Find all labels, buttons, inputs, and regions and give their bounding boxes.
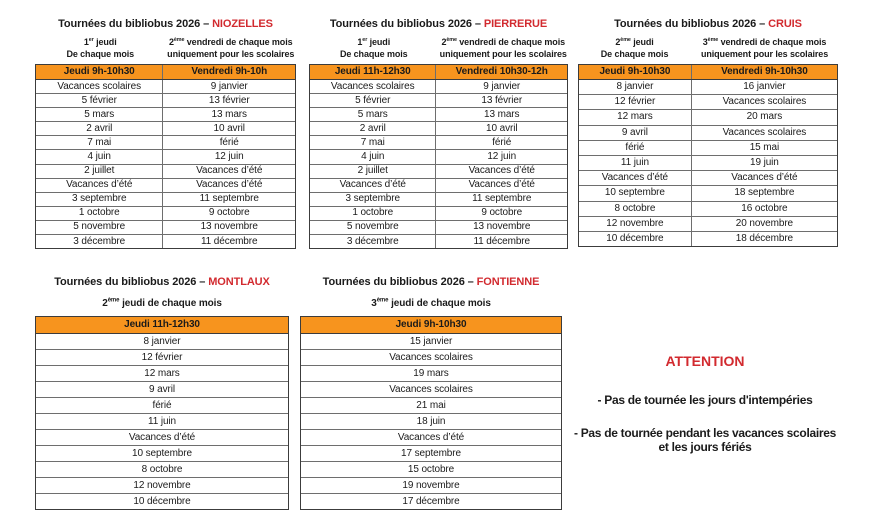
table-cell: Vacances scolaires <box>57 80 142 92</box>
table-row <box>579 231 837 246</box>
table-title-prefix: Tournées du bibliobus 2026 – <box>54 276 206 288</box>
table-cell: 9 octobre <box>435 207 567 220</box>
table-row <box>301 445 561 461</box>
attention-heading: ATTENTION <box>665 353 745 369</box>
table-grid <box>578 64 838 247</box>
column-header-line1: 2ème vendredi de chaque mois <box>168 37 293 47</box>
table-row <box>301 334 561 349</box>
table-cell: 13 mars <box>435 108 567 121</box>
table-row <box>310 135 567 149</box>
table-row <box>36 365 288 381</box>
table-title-prefix: Tournées du bibliobus 2026 – <box>614 18 766 30</box>
time-header-row <box>579 65 837 80</box>
time-header-cell: Vendredi 9h-10h <box>162 65 295 79</box>
table-cell: 18 septembre <box>691 186 837 200</box>
table-cell: 10 avril <box>162 122 295 135</box>
table-row <box>36 429 288 445</box>
table-cell: 9 avril <box>149 383 175 395</box>
table-row <box>310 80 567 93</box>
column-header-line2: De chaque mois <box>600 48 669 59</box>
table-grid <box>35 64 296 249</box>
table-grid <box>309 64 568 249</box>
table-title-prefix: Tournées du bibliobus 2026 – <box>329 18 481 30</box>
table-cell: 2 juillet <box>357 165 388 177</box>
table-row <box>301 397 561 413</box>
table-cell: 10 septembre <box>132 447 192 459</box>
table-subtitle: 2ème jeudi de chaque mois <box>102 297 222 309</box>
table-cell: 10 avril <box>435 122 567 135</box>
table-title <box>309 18 568 31</box>
schedule-table-cruis <box>578 18 838 247</box>
table-cell: 9 avril <box>621 126 648 138</box>
table-cell: 2 avril <box>359 122 386 134</box>
time-header-cell: Vendredi 9h-10h30 <box>691 65 837 79</box>
table-cell: 12 juin <box>435 150 567 163</box>
table-cell: 2 avril <box>86 122 113 134</box>
table-cell: 12 mars <box>617 111 653 123</box>
table-cell: 9 janvier <box>435 80 567 93</box>
table-row <box>36 381 288 397</box>
table-cell: Vacances scolaires <box>389 383 473 395</box>
table-row <box>36 164 295 178</box>
table-title-location: CRUIS <box>768 18 802 30</box>
table-cell: 13 mars <box>162 108 295 121</box>
table-row <box>579 125 837 140</box>
table-cell: 10 décembre <box>606 232 664 244</box>
table-cell: 5 novembre <box>346 221 399 233</box>
table-row <box>301 493 561 509</box>
column-header-friday <box>166 37 297 60</box>
column-headers <box>578 37 838 60</box>
table-cell: 12 février <box>614 96 656 108</box>
table-row <box>579 201 837 216</box>
table-cell: 20 mars <box>691 110 837 124</box>
table-row <box>310 220 567 234</box>
table-row <box>36 80 295 93</box>
table-rows <box>301 334 561 509</box>
table-row <box>36 445 288 461</box>
column-header-line2: uniquement pour les scolaires <box>439 48 567 59</box>
table-row <box>301 429 561 445</box>
table-row <box>579 140 837 155</box>
table-cell: Vacances scolaires <box>691 126 837 140</box>
table-cell: 11 juin <box>620 157 649 169</box>
table-cell: 8 janvier <box>616 81 654 93</box>
table-cell: Vacances d’été <box>691 171 837 185</box>
table-row <box>579 185 837 200</box>
table-cell: 3 décembre <box>346 235 399 247</box>
column-header-line2: De chaque mois <box>339 48 408 59</box>
table-title <box>35 18 296 31</box>
table-row <box>301 461 561 477</box>
table-cell: 11 septembre <box>435 193 567 206</box>
time-header-cell: Vendredi 10h30-12h <box>435 65 567 79</box>
table-cell: Vacances d’été <box>339 179 406 191</box>
column-header-friday <box>439 37 569 60</box>
table-cell: 1 octobre <box>78 207 120 219</box>
table-row <box>36 192 295 206</box>
table-cell: férié <box>625 141 645 153</box>
table-row <box>36 461 288 477</box>
table-title <box>300 276 562 289</box>
table-cell: 5 mars <box>84 108 115 120</box>
table-cell: 1 octobre <box>352 207 394 219</box>
table-cell: Vacances scolaires <box>691 95 837 109</box>
column-header-thursday <box>309 37 439 60</box>
table-cell: 13 novembre <box>435 221 567 234</box>
time-header-row <box>36 317 288 334</box>
table-row <box>310 234 567 248</box>
table-cell: 21 mai <box>416 399 446 411</box>
table-title-prefix: Tournées du bibliobus 2026 – <box>58 18 210 30</box>
table-cell: 18 décembre <box>691 232 837 246</box>
table-title-location: NIOZELLES <box>212 18 273 30</box>
table-row <box>36 107 295 121</box>
attention-note-holidays: - Pas de tournée pendant les vacances scolaires et les jours fériés <box>573 425 837 454</box>
table-cell: 12 novembre <box>606 217 664 229</box>
table-cell: 18 juin <box>416 415 446 427</box>
table-row <box>36 220 295 234</box>
table-title-location: MONTLAUX <box>208 276 270 288</box>
table-rows <box>579 80 837 246</box>
table-row <box>36 149 295 163</box>
table-cell: Vacances d’été <box>435 179 567 192</box>
table-cell: 3 septembre <box>71 193 127 205</box>
table-row <box>36 349 288 365</box>
column-header-friday <box>691 37 838 60</box>
table-cell: Vacances d’été <box>162 165 295 178</box>
table-cell: 9 octobre <box>162 207 295 220</box>
time-header-row <box>310 65 567 80</box>
table-rows <box>36 334 288 509</box>
table-cell: 17 décembre <box>402 495 460 507</box>
table-cell: 15 octobre <box>407 463 455 475</box>
table-row <box>36 334 288 349</box>
table-cell: 12 mars <box>144 367 180 379</box>
table-cell: 8 octobre <box>614 202 656 214</box>
table-row <box>301 413 561 429</box>
table-cell: 2 juillet <box>84 165 115 177</box>
table-row <box>310 93 567 107</box>
table-subtitle: 3ème jeudi de chaque mois <box>371 297 491 309</box>
table-row <box>301 365 561 381</box>
table-row <box>301 477 561 493</box>
table-row <box>36 135 295 149</box>
table-cell: 11 septembre <box>162 193 295 206</box>
table-cell: férié <box>162 136 295 149</box>
column-header-line1: 2ème jeudi <box>615 37 654 47</box>
table-row <box>36 477 288 493</box>
table-cell: férié <box>152 399 172 411</box>
table-cell: 5 février <box>81 94 117 106</box>
table-row <box>579 216 837 231</box>
column-header-line1: 1er jeudi <box>83 37 117 47</box>
table-row <box>310 178 567 192</box>
table-row <box>36 397 288 413</box>
table-cell: Vacances scolaires <box>330 80 415 92</box>
table-cell: 7 mai <box>360 136 385 148</box>
table-cell: 10 décembre <box>133 495 191 507</box>
table-cell: 4 juin <box>361 151 385 163</box>
table-cell: Vacances d’été <box>435 165 567 178</box>
table-cell: 19 novembre <box>402 479 460 491</box>
table-row <box>310 107 567 121</box>
table-cell: 5 mars <box>357 108 388 120</box>
time-header-cell: Jeudi 9h-10h30 <box>599 66 671 77</box>
table-grid <box>35 316 289 510</box>
time-header-row <box>301 317 561 334</box>
table-cell: 11 juin <box>147 415 177 427</box>
table-row <box>310 192 567 206</box>
table-cell: Vacances scolaires <box>389 351 473 363</box>
time-header-cell: Jeudi 11h-12h30 <box>124 319 200 330</box>
table-cell: 16 janvier <box>691 80 837 94</box>
table-cell: Vacances d’été <box>601 172 669 184</box>
table-row <box>301 349 561 365</box>
table-cell: 7 mai <box>87 136 112 148</box>
table-cell: 8 janvier <box>143 335 181 347</box>
table-row <box>310 206 567 220</box>
table-grid <box>300 316 562 510</box>
table-cell: 3 septembre <box>345 193 400 205</box>
column-header-thursday <box>578 37 691 60</box>
table-row <box>36 178 295 192</box>
table-row <box>310 149 567 163</box>
table-cell: 10 septembre <box>604 187 665 199</box>
table-title <box>35 276 289 289</box>
table-row <box>36 413 288 429</box>
column-header-line1: 3ème vendredi de chaque mois <box>702 37 827 47</box>
table-cell: 5 février <box>355 94 391 106</box>
table-row <box>579 94 837 109</box>
table-row <box>579 109 837 124</box>
table-row <box>36 493 288 509</box>
time-header-cell: Jeudi 9h-10h30 <box>63 66 135 77</box>
table-rows <box>310 80 567 248</box>
attention-block <box>572 353 838 473</box>
table-cell: Vacances d’été <box>128 431 196 443</box>
table-cell: 11 décembre <box>435 235 567 248</box>
table-cell: 12 novembre <box>133 479 191 491</box>
table-cell: 15 janvier <box>409 335 453 347</box>
column-header-line2: uniquement pour les scolaires <box>700 48 829 59</box>
table-cell: 9 janvier <box>162 80 295 93</box>
table-cell: 13 février <box>162 94 295 107</box>
table-cell: Vacances d’été <box>397 431 465 443</box>
table-cell: 3 décembre <box>73 235 126 247</box>
column-header-thursday <box>35 37 166 60</box>
table-row <box>36 206 295 220</box>
time-header-cell: Jeudi 11h-12h30 <box>334 66 411 77</box>
table-cell: 19 juin <box>691 156 837 170</box>
table-cell: 8 octobre <box>141 463 183 475</box>
table-row <box>36 93 295 107</box>
table-cell: 17 septembre <box>401 447 461 459</box>
column-headers <box>35 37 296 60</box>
table-cell: 19 mars <box>413 367 449 379</box>
table-cell: 4 juin <box>87 151 111 163</box>
attention-note-weather: - Pas de tournée les jours d'intempéries <box>597 393 813 407</box>
table-cell: Vacances d’été <box>162 179 295 192</box>
column-header-line2: uniquement pour les scolaires <box>167 48 295 59</box>
table-row <box>579 170 837 185</box>
table-cell: 12 février <box>141 351 183 363</box>
table-cell: 5 novembre <box>73 221 126 233</box>
schedule-table-montlaux <box>35 276 289 510</box>
table-title-location: FONTIENNE <box>476 276 540 288</box>
table-cell: férié <box>435 136 567 149</box>
table-row <box>310 121 567 135</box>
table-rows <box>36 80 295 248</box>
table-cell: 13 février <box>435 94 567 107</box>
schedule-table-fontienne <box>300 276 562 510</box>
time-header-row <box>36 65 295 80</box>
table-cell: 15 mai <box>691 141 837 155</box>
table-row <box>579 80 837 94</box>
table-title-prefix: Tournées du bibliobus 2026 – <box>322 276 474 288</box>
table-row <box>301 381 561 397</box>
table-cell: 13 novembre <box>162 221 295 234</box>
column-header-line1: 2ème vendredi de chaque mois <box>441 37 566 47</box>
column-headers <box>309 37 568 60</box>
table-row <box>36 121 295 135</box>
table-cell: 16 octobre <box>691 202 837 216</box>
table-row <box>310 164 567 178</box>
table-cell: 11 décembre <box>162 235 295 248</box>
schedule-table-pierrerue <box>309 18 568 249</box>
table-cell: 12 juin <box>162 150 295 163</box>
table-title-location: PIERRERUE <box>483 18 548 30</box>
table-row <box>579 155 837 170</box>
table-cell: Vacances d’été <box>66 179 133 191</box>
time-header-cell: Jeudi 9h-10h30 <box>395 319 467 330</box>
schedule-table-niozelles <box>35 18 296 249</box>
table-cell: 20 novembre <box>691 217 837 231</box>
table-row <box>36 234 295 248</box>
column-header-line2: De chaque mois <box>66 48 135 59</box>
table-title <box>578 18 838 31</box>
column-header-line1: 1er jeudi <box>357 37 391 47</box>
